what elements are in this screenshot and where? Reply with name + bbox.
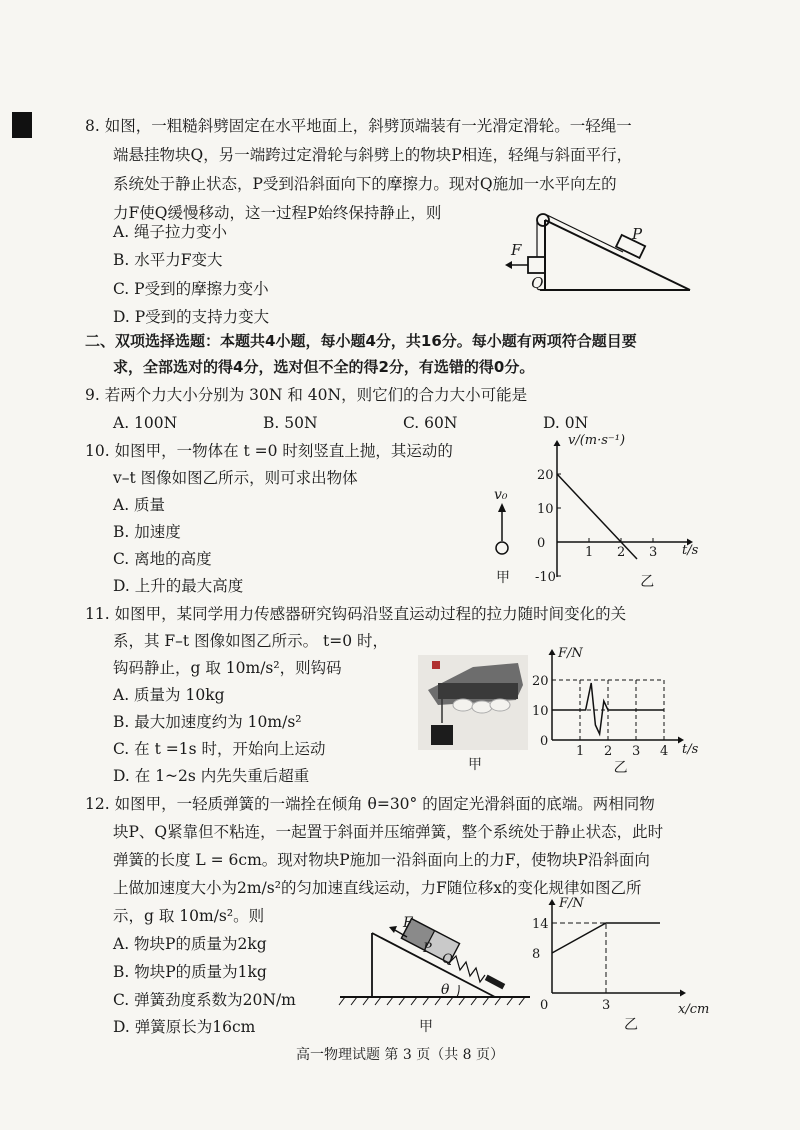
q12-fx-chart bbox=[530, 893, 720, 1038]
q11-force-sensor-photo bbox=[418, 655, 528, 775]
q11-y-tick-label: 20 bbox=[532, 674, 549, 689]
q10-x-tick-label: 1 bbox=[585, 545, 594, 560]
q12-stem-line-4: 上做加速度大小为2m/s²的匀加速直线运动，力F随位移x的变化规律如图乙所 bbox=[113, 879, 642, 897]
q8-option-c: C. P受到的摩擦力变小 bbox=[113, 280, 269, 298]
q12-y-tick-label: 8 bbox=[532, 947, 541, 962]
q8-label-p: P bbox=[632, 225, 643, 243]
q11-x-tick-label: 3 bbox=[632, 744, 641, 759]
q11-x-tick-label: 1 bbox=[576, 744, 585, 759]
q12-spring-incline-figure bbox=[335, 905, 535, 1040]
q8-option-b: B. 水平力F变大 bbox=[113, 251, 223, 269]
q11-option-d: D. 在 1~2s 内先失重后超重 bbox=[113, 767, 310, 785]
q9-stem: 9. 若两个力大小分别为 30N 和 40N，则它们的合力大小可能是 bbox=[85, 386, 528, 404]
q11-x-tick-label: 4 bbox=[660, 744, 669, 759]
q12-option-c: C. 弹簧劲度系数为20N/m bbox=[113, 991, 296, 1009]
q11-x-tick-label: 2 bbox=[604, 744, 613, 759]
q8-block-q bbox=[528, 257, 545, 273]
q12-y-arrowhead bbox=[549, 899, 556, 905]
q8-wedge-slope bbox=[545, 220, 690, 290]
q12-label-theta: θ bbox=[441, 982, 450, 998]
q9-option-a: A. 100N bbox=[113, 414, 178, 432]
q10-x-tick-label: 3 bbox=[649, 545, 658, 560]
q11-y-arrowhead bbox=[549, 649, 556, 655]
q10-projectile-figure bbox=[488, 485, 528, 585]
q10-y-arrowhead bbox=[554, 440, 561, 446]
q12-stem-line-1: 12. 如图甲，一轻质弹簧的一端拴在倾角 θ=30° 的固定光滑斜面的底端。两相同物 bbox=[85, 795, 655, 813]
q12-option-a: A. 物块P的质量为2kg bbox=[113, 935, 267, 953]
q10-x-tick-label: 2 bbox=[617, 545, 626, 560]
q8-force-arrowhead bbox=[505, 261, 512, 269]
q11-option-b: B. 最大加速度约为 10m/s² bbox=[113, 713, 302, 731]
q10-option-d: D. 上升的最大高度 bbox=[113, 577, 244, 595]
q8-rope-to-p bbox=[547, 215, 623, 252]
q11-photo-indicator bbox=[432, 661, 440, 669]
q8-stem-line-1: 8. 如图，一粗糙斜劈固定在水平地面上，斜劈顶端装有一光滑定滑轮。一轻绳一 bbox=[85, 117, 632, 135]
q11-ft-chart bbox=[530, 645, 710, 775]
q10-caption-jia: 甲 bbox=[496, 570, 510, 586]
q12-x-arrowhead bbox=[680, 990, 686, 997]
q11-x-axis-label: t/s bbox=[682, 742, 699, 757]
q8-incline-figure bbox=[495, 205, 695, 300]
scan-marker bbox=[12, 112, 32, 138]
q10-x-axis-label: t/s bbox=[682, 543, 699, 558]
q10-stem-line-2: v–t 图像如图乙所示，则可求出物体 bbox=[113, 469, 358, 487]
q11-photo-sensor bbox=[438, 683, 518, 699]
q8-stem-line-2: 端悬挂物块Q，另一端跨过定滑轮与斜劈上的物块P相连，轻绳与斜面平行， bbox=[113, 146, 633, 164]
q11-y-axis-label: F/N bbox=[558, 646, 583, 661]
q10-v-line bbox=[557, 474, 637, 559]
q12-stem-line-2: 块P、Q紧靠但不粘连，一起置于斜面并压缩弹簧，整个系统处于静止状态，此时 bbox=[113, 823, 664, 841]
q11-stem-line-2: 系，其 F–t 图像如图乙所示。 t=0 时， bbox=[113, 632, 389, 650]
q12-option-b: B. 物块P的质量为1kg bbox=[113, 963, 267, 981]
q11-y-tick-label: 0 bbox=[540, 734, 549, 749]
q12-x-tick-label: 3 bbox=[602, 998, 611, 1013]
q10-y-tick-label: 0 bbox=[537, 536, 546, 551]
q9-option-d: D. 0N bbox=[543, 414, 589, 432]
page-footer: 高一物理试题 第 3 页（共 8 页） bbox=[295, 1047, 505, 1063]
q10-y-axis-label: v/(m·s⁻¹) bbox=[568, 433, 626, 448]
q12-force-arrowhead bbox=[389, 926, 397, 933]
q10-velocity-arrowhead bbox=[498, 503, 506, 512]
q12-x-axis-label: x/cm bbox=[678, 1002, 710, 1017]
q10-option-b: B. 加速度 bbox=[113, 523, 181, 541]
q12-y-tick-label: 14 bbox=[532, 917, 549, 932]
q11-y-tick-label: 10 bbox=[532, 704, 549, 719]
q10-option-a: A. 质量 bbox=[113, 496, 166, 514]
q10-y-tick-label: 20 bbox=[537, 468, 554, 483]
q12-ground-hatching bbox=[339, 997, 525, 1005]
q8-label-f: F bbox=[511, 241, 522, 259]
q11-caption-jia: 甲 bbox=[468, 757, 482, 773]
q8-option-a: A. 绳子拉力变小 bbox=[113, 223, 228, 241]
q12-spring bbox=[450, 956, 485, 982]
q10-y-tick-label: 10 bbox=[537, 502, 554, 517]
q10-label-v0: v₀ bbox=[494, 487, 508, 503]
section2-heading-line-1: 二、双项选择选题：本题共4小题，每小题4分，共16分。每小题有两项符合题目要 bbox=[85, 332, 637, 350]
q12-stem-line-3: 弹簧的长度 L = 6cm。现对物块P施加一沿斜面向上的力F，使物块P沿斜面向 bbox=[113, 851, 650, 869]
q8-label-q: Q bbox=[531, 274, 544, 292]
q12-label-p: P bbox=[423, 941, 432, 956]
q8-stem-line-3: 系统处于静止状态，P受到沿斜面向下的摩擦力。现对Q施加一水平向左的 bbox=[113, 175, 617, 193]
q10-option-c: C. 离地的高度 bbox=[113, 550, 212, 568]
q10-caption-yi: 乙 bbox=[640, 574, 655, 590]
q12-label-q: Q bbox=[442, 952, 453, 967]
q10-y-tick-label: -10 bbox=[535, 570, 556, 585]
q12-option-d: D. 弹簧原长为16cm bbox=[113, 1018, 256, 1036]
q9-option-c: C. 60N bbox=[403, 414, 458, 432]
q8-stem-line-4: 力F使Q缓慢移动，这一过程P始终保持静止，则 bbox=[113, 204, 442, 222]
q12-caption-yi: 乙 bbox=[624, 1017, 638, 1033]
q9-option-b: B. 50N bbox=[263, 414, 318, 432]
q10-vt-chart bbox=[535, 432, 710, 602]
q11-option-c: C. 在 t =1s 时，开始向上运动 bbox=[113, 740, 326, 758]
q12-label-f: F bbox=[403, 915, 413, 931]
q10-stem-line-1: 10. 如图甲，一物体在 t =0 时刻竖直上抛，其运动的 bbox=[85, 442, 453, 460]
q12-y-axis-label: F/N bbox=[559, 896, 584, 911]
q11-option-a: A. 质量为 10kg bbox=[113, 686, 225, 704]
q12-wall-stop bbox=[485, 975, 505, 990]
q11-stem-line-3: 钩码静止，g 取 10m/s²，则钩码 bbox=[113, 659, 342, 677]
section2-heading-line-2: 求，全部选对的得4分，选对但不全的得2分，有选错的得0分。 bbox=[113, 358, 535, 376]
q12-caption-jia: 甲 bbox=[419, 1019, 433, 1035]
q12-angle-arc bbox=[457, 985, 459, 997]
q10-ball bbox=[496, 542, 508, 554]
q12-x-tick-label: 0 bbox=[540, 998, 549, 1013]
q12-stem-line-5: 示，g 取 10m/s²。则 bbox=[113, 907, 265, 925]
q11-stem-line-1: 11. 如图甲，某同学用力传感器研究钩码沿竖直运动过程的拉力随时间变化的关 bbox=[85, 605, 627, 623]
q8-option-d: D. P受到的支持力变大 bbox=[113, 308, 270, 326]
q11-photo-weight bbox=[431, 725, 453, 745]
q11-caption-yi: 乙 bbox=[613, 760, 628, 776]
